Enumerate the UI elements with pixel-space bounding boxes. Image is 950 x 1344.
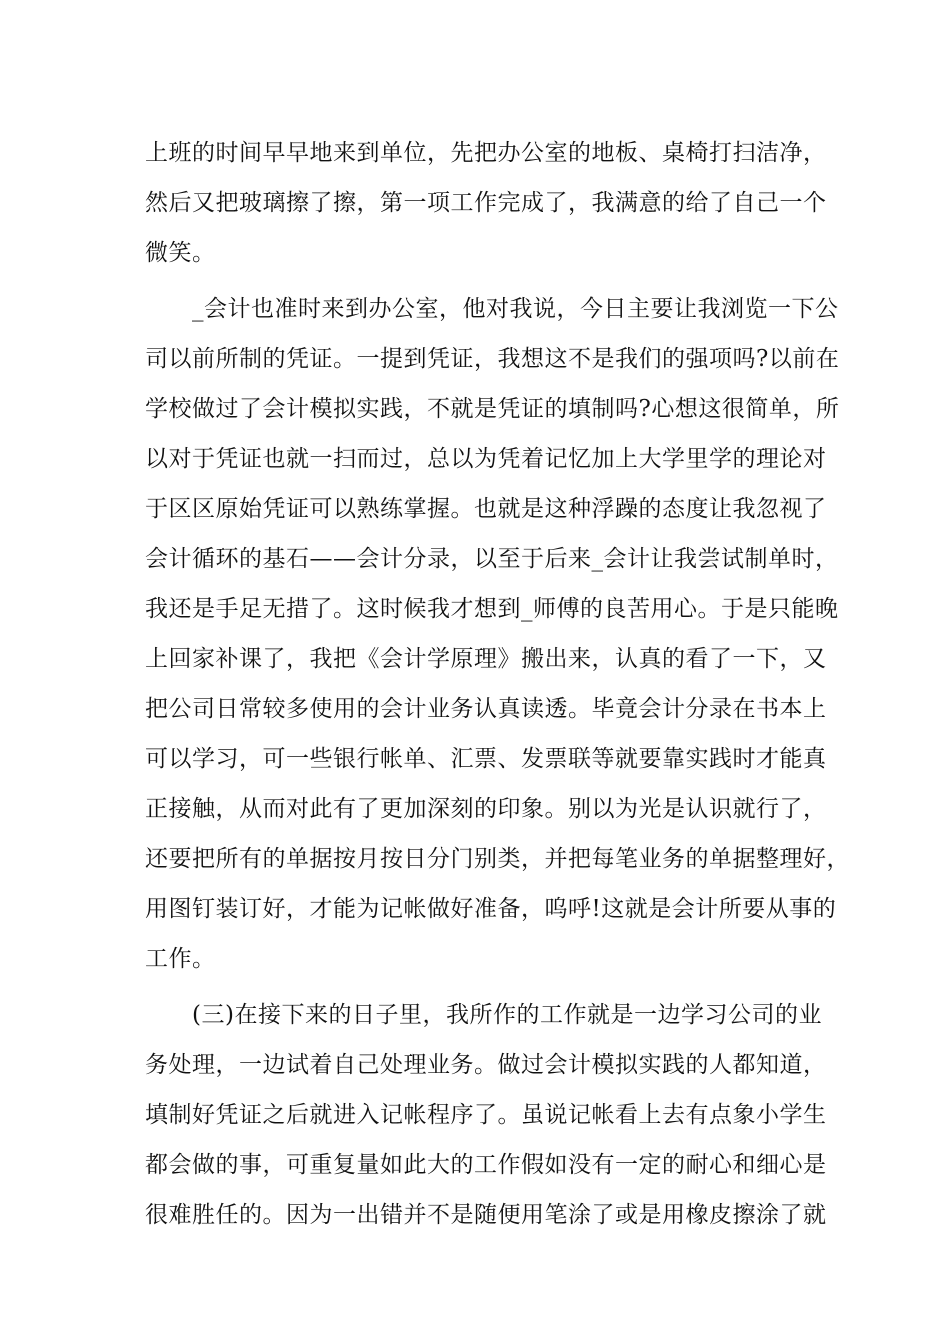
text-line: 然后又把玻璃擦了擦，第一项工作完成了，我满意的给了自己一个 <box>145 190 827 216</box>
text-line: 上班的时间早早地来到单位，先把办公室的地板、桌椅打扫洁净， <box>145 140 827 166</box>
text-line: 还要把所有的单据按月按日分门别类，并把每笔业务的单据整理好， <box>145 846 850 872</box>
paragraph <box>145 990 825 1240</box>
text-line: 司以前所制的凭证。一提到凭证，我想这不是我们的强项吗?以前在 <box>145 346 840 372</box>
text-line: 正接触，从而对此有了更加深刻的印象。别以为光是认识就行了， <box>145 796 827 822</box>
text-line: 会计循环的基石——会计分录，以至于后来_会计让我尝试制单时， <box>145 546 839 572</box>
text-line: 工作。 <box>145 946 216 972</box>
text-line: 都会做的事，可重复量如此大的工作假如没有一定的耐心和细心是 <box>145 1152 827 1178</box>
text-line: 上回家补课了，我把《会计学原理》搬出来，认真的看了一下，又 <box>145 646 827 672</box>
text-line: 很难胜任的。因为一出错并不是随便用笔涂了或是用橡皮擦涂了就 <box>145 1202 827 1228</box>
text-line: 填制好凭证之后就进入记帐程序了。虽说记帐看上去有点象小学生 <box>145 1102 827 1128</box>
text-line: 可以学习，可一些银行帐单、汇票、发票联等就要靠实践时才能真 <box>145 746 827 772</box>
text-line: 以对于凭证也就一扫而过，总以为凭着记忆加上大学里学的理论对 <box>145 446 827 472</box>
paragraph <box>145 128 825 278</box>
text-line: 于区区原始凭证可以熟练掌握。也就是这种浮躁的态度让我忽视了 <box>145 496 827 522</box>
text-line: 用图钉装订好，才能为记帐做好准备，呜呼!这就是会计所要从事的 <box>145 896 837 922</box>
body-text <box>145 128 850 1240</box>
text-line: _会计也准时来到办公室，他对我说，今日主要让我浏览一下公 <box>145 296 839 322</box>
text-line: (三)在接下来的日子里，我所作的工作就是一边学习公司的业 <box>145 1002 822 1028</box>
text-line: 务处理，一边试着自己处理业务。做过会计模拟实践的人都知道， <box>145 1052 827 1078</box>
paragraph <box>145 284 850 984</box>
text-line: 学校做过了会计模拟实践，不就是凭证的填制吗?心想这很简单，所 <box>145 396 840 422</box>
text-line: 把公司日常较多使用的会计业务认真读透。毕竟会计分录在书本上 <box>145 696 827 722</box>
text-line: 微笑。 <box>145 240 216 266</box>
text-line: 我还是手足无措了。这时候我才想到_师傅的良苦用心。于是只能晚 <box>145 596 839 622</box>
